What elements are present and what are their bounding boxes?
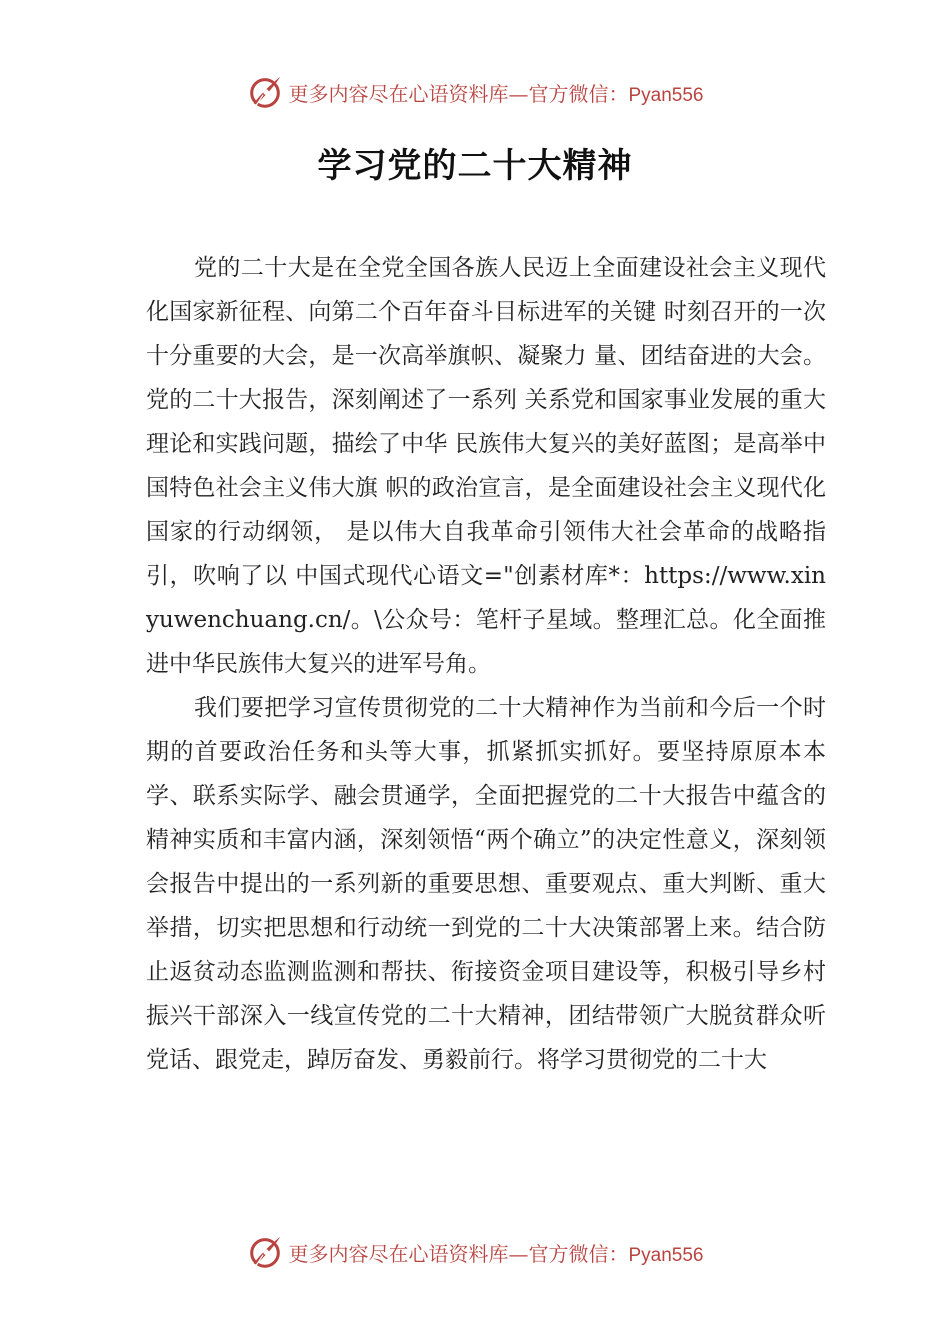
header-wechat-id: Pyan556 — [628, 84, 704, 106]
header-banner-text: 更多内容尽在心语资料库—官方微信：Pyan556 — [288, 81, 704, 106]
document-body — [146, 246, 826, 1082]
quill-seal-logo-icon — [246, 73, 284, 111]
document-title: 学习党的二十大精神 — [317, 146, 633, 186]
paragraph-2: 我们要把学习宣传贯彻党的二十大精神作为当前和今后一个时期的首要政治任务和头等大事，抓紧抓实抓好。要坚持原原本本学、联系实际学、融会贯通学，全面把握党的二十大报告中蕴含的精神实质和丰富内涵，深刻领悟“两个确立”的决定性意义，深刻领会报告中提出的一系列新的重要思想、重要观点、重大判断、重大举措，切实把思想和行动统一到党的二十大决策部署上来。结合防止返贫动态监测监测和帮扶、衔接资金项目建设等，积极引导乡村振兴干部深入一线宣传党的二十大精神，团结带领广大脱贫群众听党话、跟党走，踔厉奋发、勇毅前行。将学习贯彻党的二十大 — [146, 695, 826, 1073]
footer-banner-text: 更多内容尽在心语资料库—官方微信：Pyan556 — [288, 1241, 704, 1266]
header-banner — [0, 70, 950, 114]
footer-banner — [0, 1230, 950, 1274]
quill-seal-logo-icon — [246, 1233, 284, 1271]
paragraph-1: 党的二十大是在全党全国各族人民迈上全面建设社会主义现代化国家新征程、向第二个百年奋斗目标进军的关键 时刻召开的一次十分重要的大会，是一次高举旗帜、凝聚力 量、团结奋进的大会。党的二十大报告，深刻阐述了一系列 关系党和国家事业发展的重大理论和实践问题，描绘了中华 民族伟大复兴的美好蓝图；是高举中国特色社会主义伟大旗 帜的政治宣言，是全面建设社会主义现代化国家的行动纲领， 是以伟大自我革命引领伟大社会革命的战略指引，吹响了以 中国式现代心语文="创素材库*：https://www.xinyuwenchuang.cn/。\公众号：笔杆子星域。整理汇总。化全面推进中华民族伟大复兴的进军号角。 — [146, 255, 826, 677]
footer-wechat-id: Pyan556 — [628, 1244, 704, 1266]
